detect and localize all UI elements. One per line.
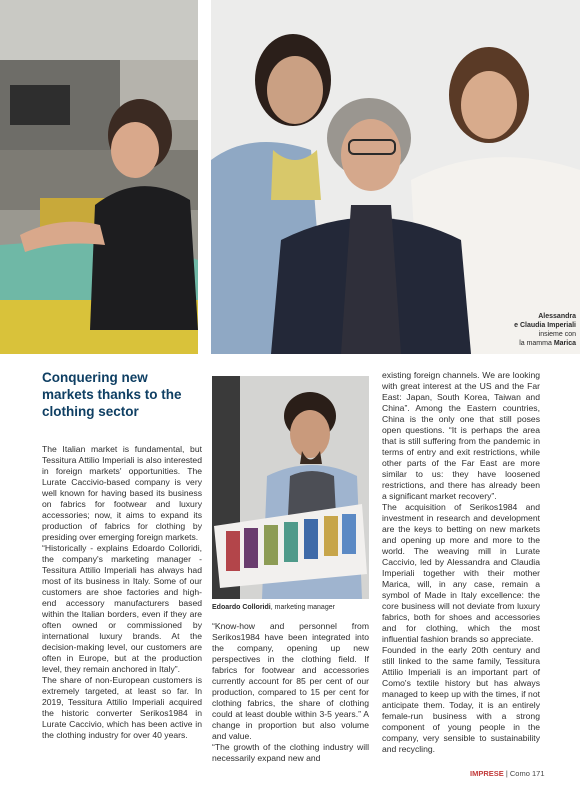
text-column-1: [42, 444, 202, 741]
caption-line-1: Alessandra: [538, 313, 576, 320]
caption-line-4: [514, 339, 576, 348]
paragraph: existing foreign channels. We are looking with great interest at the US and the Far East: Japan, South Korea, Taiwan and China”. Among the Eastern countries, China is the only one that still poses open questions. “It is perhaps the area that is still suffering from the pandemic in terms of entry and exit restrictions, while other parts of the Far East are more similar to us: they have loosened restrictions, and there has already been a significant market recovery”.: [382, 370, 540, 501]
caption-line-4-name: Marica: [553, 340, 576, 347]
footer-section: | Como: [503, 769, 532, 778]
photo-imperiali-family: [211, 0, 580, 354]
page-number: 171: [531, 769, 545, 778]
footer-brand: IMPRESE: [470, 769, 504, 778]
photo-worker: [0, 0, 198, 354]
photo-manager-illustration: [212, 376, 369, 599]
text-column-2: [212, 621, 369, 764]
caption-line-2: e Claudia Imperiali: [514, 322, 576, 329]
photo-family-illustration: [211, 0, 580, 354]
paragraph: The acquisition of Serikos1984 and investment in research and development are the keys to betting on new markets and opening up more and more to the world. The weaving mill in Lurate Caccivio, led by Alessandra and Claudia Imperiali together with their mother Marica, will, in any case, remain a symbol of Made in Italy excellence: the core business will not deviate from luxury fabrics, both for shoes and accessories and for clothing, which the most influential fashion brands so appreciate.: [382, 502, 540, 644]
caption-line-4-prefix: la mamma: [519, 340, 554, 347]
paragraph: “Historically - explains Edoardo Colloridi, the company's marketing manager - Tessitura Attilio Imperiali has always had most of its business in Italy. Some of our customers are shoe factories and high-end accessory manufacturers based within the Italian borders, even if they are often owned or commissioned by international luxury brands. At the decision-making level, our customers are often in Europe, but at the production level, they remain anchored in Italy”.: [42, 543, 202, 674]
caption-manager-name: Edoardo Colloridi: [212, 604, 271, 611]
page-footer: [470, 769, 545, 778]
paragraph: “Know-how and personnel from Serikos1984 have been integrated into the company, opening up new perspectives in the clothing field. If fabrics for footwear and accessories currently account for 85 per cent of our production, compared to 15 per cent for clothing fabrics, the share of clothing could at least double within 3-5 years.” A change in proportion but also volume and value.: [212, 621, 369, 741]
paragraph: The Italian market is fundamental, but Tessitura Attilio Imperiali is also interested in foreign markets' opportunities. The Lurate Caccivio-based company is very well known for having based its business on fabrics for footwear and luxury accessories; now, it aims to expand its production of fabrics for clothing by presiding over emerging foreign markets.: [42, 444, 202, 542]
photo-worker-illustration: [0, 0, 198, 354]
caption-manager-role: , marketing manager: [270, 604, 335, 611]
paragraph: “The growth of the clothing industry will necessarily expand new and: [212, 742, 369, 763]
caption-line-3: insieme con: [538, 331, 576, 338]
photo-marketing-manager: [212, 376, 369, 599]
paragraph: Founded in the early 20th century and still linked to the same family, Tessitura Attilio Imperiali is an important part of Como's textile history but has always managed to keep up with the times, if not anticipate them. Today, it is an entirely female-run business with a strong component of young people in the company, very sensible to sustainability and recycling.: [382, 645, 540, 754]
paragraph: The share of non-European customers is extremely targeted, at least so far. In 2019, Tessitura Attilio Imperiali acquired the historic converter Serikos1984 in Lurate Caccivio, which has been active in the clothing industry for over 40 years.: [42, 675, 202, 740]
article-title: Conquering new markets thanks to the clothing sector: [42, 370, 182, 419]
photo-caption-family: [514, 312, 576, 348]
photo-caption-manager: [212, 604, 369, 611]
text-column-3: [382, 370, 540, 755]
